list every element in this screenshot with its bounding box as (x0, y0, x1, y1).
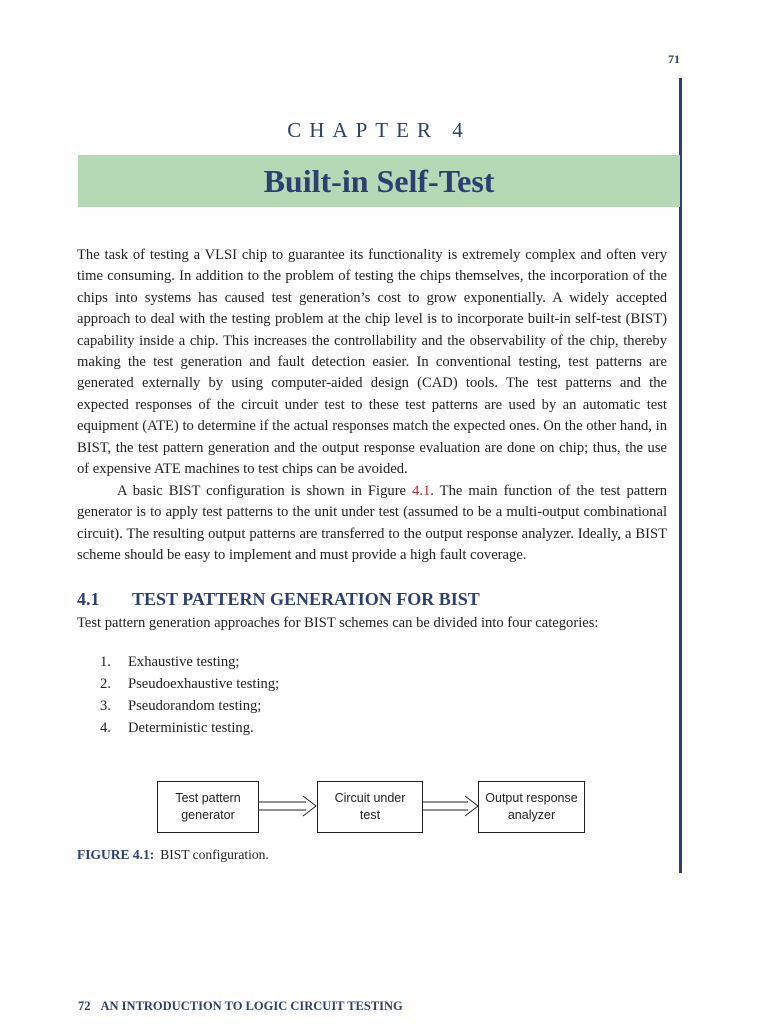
paragraph-text: . The main function of the test pattern generator is to apply test patterns to the unit under test (assumed to be a multi-output combinational circuit). The resulting output patterns are transferred to the output response analyzer. Ideally, a BIST scheme should be easy to implement and must provide a high fault coverage. (77, 483, 667, 564)
bist-diagram (150, 775, 600, 845)
double-arrow-icon (259, 795, 317, 817)
chapter-label: CHAPTER 4 (287, 118, 471, 142)
box-label: Circuit under (334, 791, 406, 805)
test-pattern-generator-box (157, 781, 259, 833)
section-title: TEST PATTERN GENERATION FOR BIST (132, 589, 480, 609)
list-item (100, 673, 279, 695)
list-number: 4. (100, 720, 111, 736)
bist-config-paragraph (77, 481, 667, 567)
list-number: 3. (100, 698, 111, 714)
category-list (100, 651, 279, 739)
intro-paragraph: The task of testing a VLSI chip to guarantee its functionality is extremely complex and often very time consuming. In addition to the problem of testing the chips themselves, the incorporation of the chips into systems has caused test generation’s cost to grow exponentially. A widely accepted approach to deal with the testing problem at the chip level is to incorporate built-in self-test (BIST) capability inside a chip. This increases the controllability and the observability of the chip, thereby making the test generation and fault detection easier. In conventional testing, test patterns are generated externally by using computer-aided design (CAD) tools. The test patterns and the expected responses of the circuit under test to these test patterns are used by an automatic test equipment (ATE) to determine if the actual responses match the expected ones. On the other hand, in BIST, the test pattern generation and the output response evaluation are done on chip; thus, the use of expensive ATE machines to test chips can be avoided. (77, 247, 667, 478)
output-response-analyzer-box (478, 781, 585, 833)
section-intro: Test pattern generation approaches for BIST schemes can be divided into four categories: (77, 615, 599, 631)
chapter-title: Built-in Self-Test (263, 163, 495, 199)
list-text: Pseudoexhaustive testing; (128, 676, 280, 692)
box-label: analyzer (507, 808, 556, 822)
circuit-under-test-box (317, 781, 423, 833)
figure-caption-label: FIGURE 4.1: (77, 847, 155, 862)
list-text: Exhaustive testing; (128, 654, 240, 670)
box-label: generator (181, 808, 235, 822)
list-item (100, 651, 279, 673)
footer-page-number: 72 (78, 999, 91, 1013)
list-number: 2. (100, 676, 111, 692)
box-label: Output response (485, 791, 578, 805)
section-number: 4.1 (77, 589, 100, 609)
figure-caption (77, 847, 269, 863)
figure-reference-link[interactable]: 4.1 (412, 483, 431, 499)
top-page-number: 71 (668, 52, 680, 66)
box-label: Test pattern (175, 791, 241, 805)
list-text: Pseudorandom testing; (128, 698, 262, 714)
section-heading (77, 589, 480, 610)
box-label: test (359, 808, 381, 822)
list-item (100, 695, 279, 717)
list-number: 1. (100, 654, 111, 670)
figure-caption-text: BIST configuration. (160, 847, 269, 862)
page-footer (78, 999, 403, 1014)
footer-running-title: AN INTRODUCTION TO LOGIC CIRCUIT TESTING (100, 999, 403, 1013)
paragraph-text: A basic BIST configuration is shown in Figure (117, 483, 413, 499)
list-item (100, 717, 279, 739)
double-arrow-icon (423, 795, 479, 817)
list-text: Deterministic testing. (128, 720, 254, 736)
